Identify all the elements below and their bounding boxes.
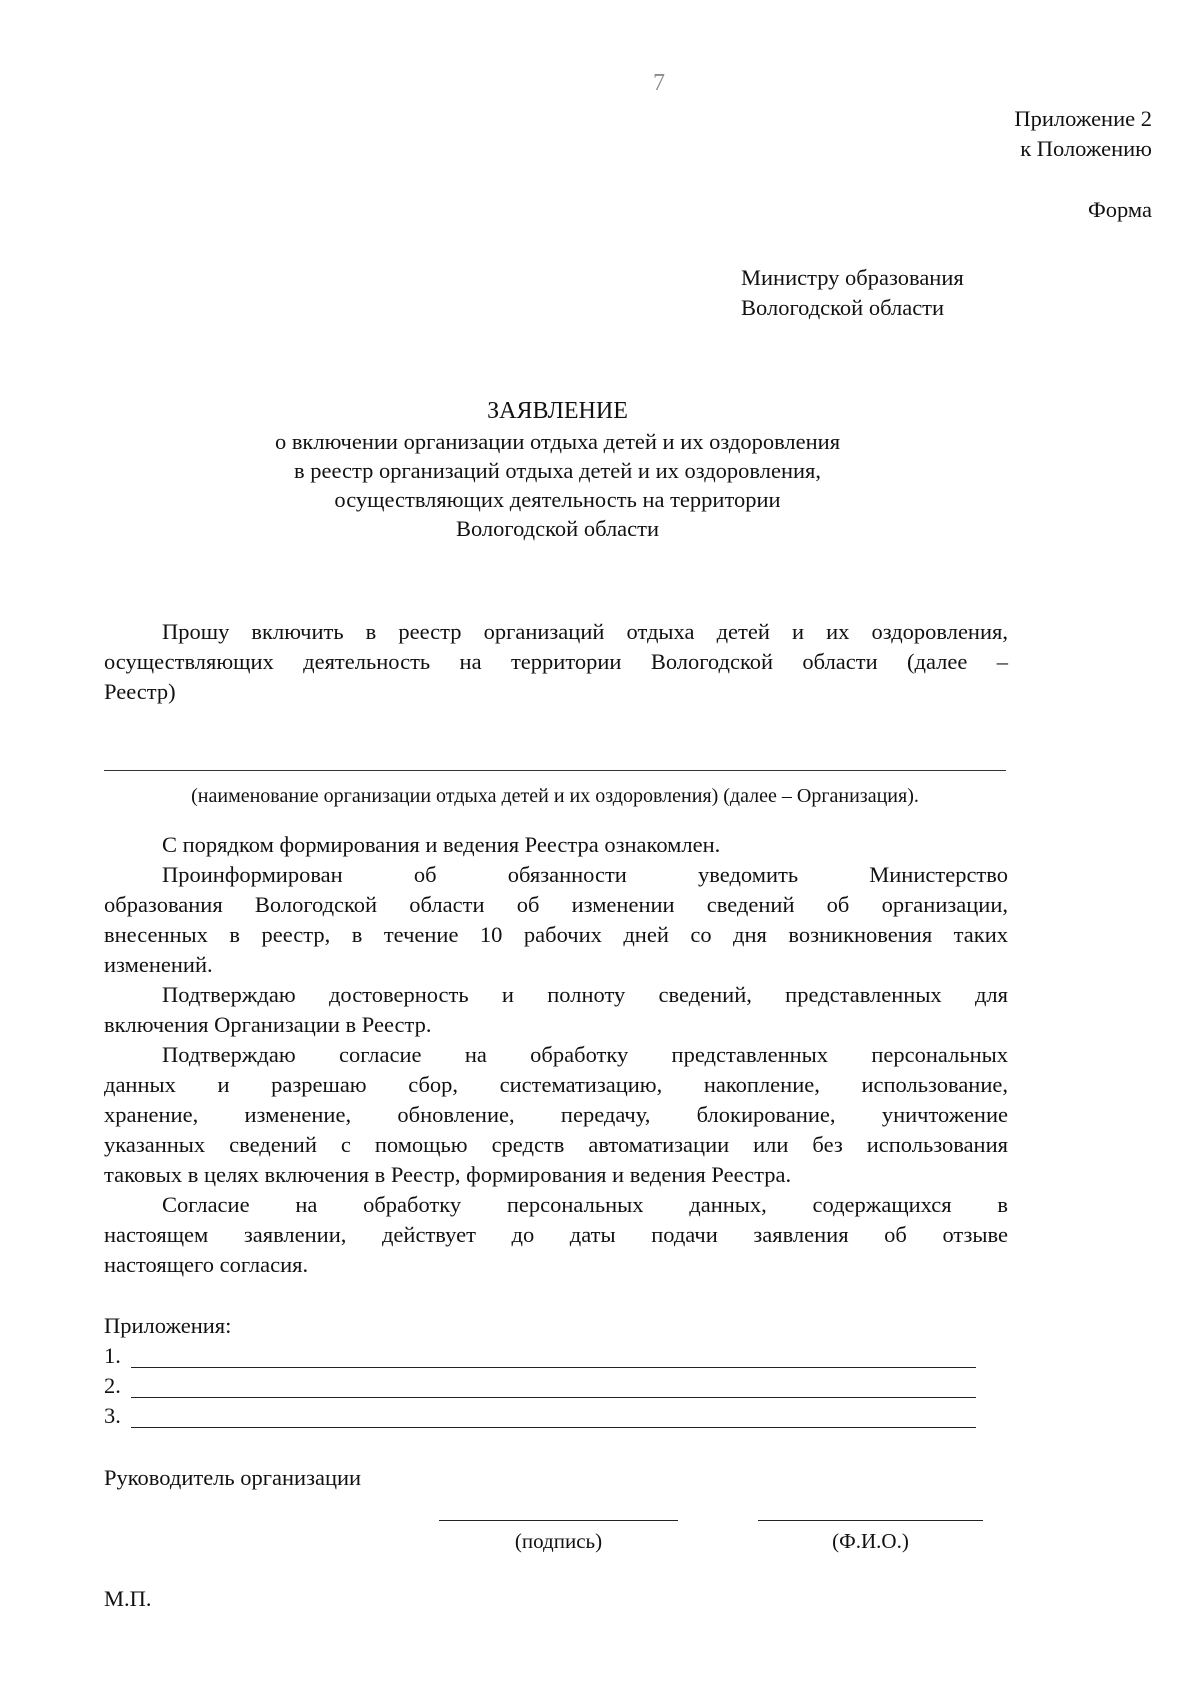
paragraph-line: таковых в целях включения в Реестр, формирования и ведения Реестра. bbox=[104, 1162, 792, 1187]
fio-blank-line bbox=[758, 1520, 983, 1521]
head-of-organization-label: Руководитель организации bbox=[104, 1465, 362, 1490]
title-line: Вологодской области bbox=[455, 516, 660, 541]
paragraph-line: включения Организации в Реестр. bbox=[104, 1012, 432, 1037]
request-line: Реестр) bbox=[104, 679, 176, 704]
form-label: Форма bbox=[1087, 197, 1152, 222]
attachment-blank-line bbox=[131, 1427, 976, 1428]
fio-caption: (Ф.И.О.) bbox=[832, 1529, 909, 1553]
attachment-blank-line bbox=[131, 1367, 976, 1368]
org-name-caption: (наименование организации отдыха детей и их оздоровления) (далее – Организация). bbox=[191, 785, 919, 807]
attachments-label: Приложения: bbox=[104, 1313, 232, 1338]
attachment-number: 2. bbox=[104, 1373, 121, 1398]
request-line: осуществляющих деятельность на территории Вологодской области (далее – bbox=[104, 649, 1008, 674]
paragraph-line: настоящего согласия. bbox=[104, 1252, 309, 1277]
paragraph-line: Проинформирован об обязанности уведомить Министерство bbox=[162, 862, 1008, 887]
title-heading: ЗАЯВЛЕНИЕ bbox=[487, 398, 628, 424]
paragraph-line: Согласие на обработку персональных данных, содержащихся в bbox=[162, 1192, 1008, 1217]
paragraph-line: внесенных в реестр, в течение 10 рабочих дней со дня возникновения таких bbox=[104, 922, 1008, 947]
attachment-number: 3. bbox=[104, 1403, 121, 1428]
addressee-line: Вологодской области bbox=[741, 295, 945, 320]
org-name-blank-line bbox=[104, 770, 1006, 771]
paragraph-line: Подтверждаю достоверность и полноту сведений, представленных для bbox=[162, 982, 1008, 1007]
appendix-line: к Положению bbox=[1020, 136, 1152, 161]
title-line: осуществляющих деятельность на территории bbox=[334, 487, 781, 512]
title-line: о включении организации отдыха детей и их оздоровления bbox=[274, 429, 841, 454]
paragraph-line: данных и разрешаю сбор, систематизацию, накопление, использование, bbox=[104, 1072, 1008, 1097]
signature-blank-line bbox=[439, 1520, 678, 1521]
paragraph-line: С порядком формирования и ведения Реестра ознакомлен. bbox=[162, 832, 721, 857]
addressee bbox=[741, 263, 964, 323]
request-line: Прошу включить в реестр организаций отдыха детей и их оздоровления, bbox=[162, 619, 1008, 644]
signature-caption: (подпись) bbox=[514, 1529, 603, 1553]
title-line: в реестр организаций отдыха детей и их оздоровления, bbox=[293, 458, 822, 483]
document-title bbox=[0, 395, 1115, 543]
paragraph-line: указанных сведений с помощью средств автоматизации или без использования bbox=[104, 1132, 1008, 1157]
attachment-blank-line bbox=[131, 1397, 976, 1398]
paragraph-line: образования Вологодской области об изменении сведений об организации, bbox=[104, 892, 1008, 917]
addressee-line: Министру образования bbox=[741, 265, 964, 290]
appendix-reference bbox=[1014, 104, 1152, 164]
paragraph-line: хранение, изменение, обновление, передачу, блокирование, уничтожение bbox=[104, 1102, 1008, 1127]
attachment-number: 1. bbox=[104, 1343, 121, 1368]
paragraph-line: изменений. bbox=[104, 952, 213, 977]
appendix-line: Приложение 2 bbox=[1014, 106, 1152, 131]
paragraph-line: Подтверждаю согласие на обработку представленных персональных bbox=[162, 1042, 1008, 1067]
page-number: 7 bbox=[653, 70, 665, 96]
stamp-label: М.П. bbox=[104, 1586, 152, 1611]
paragraph-line: настоящем заявлении, действует до даты подачи заявления об отзыве bbox=[104, 1222, 1008, 1247]
